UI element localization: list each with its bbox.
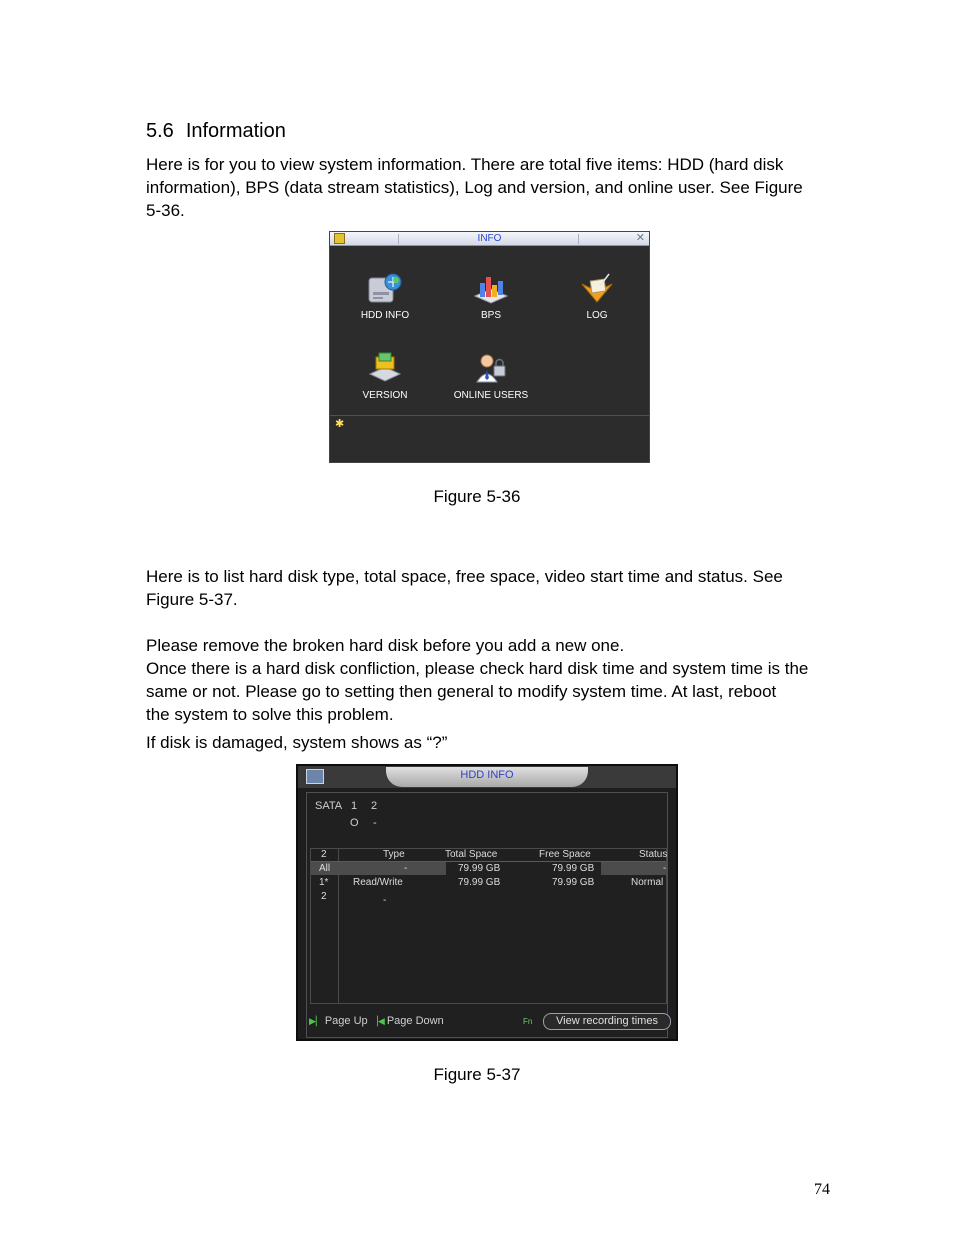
- menu-item-bps[interactable]: BPS: [446, 272, 536, 321]
- section-number: 5.6: [146, 120, 174, 142]
- header-type: Type: [383, 849, 405, 860]
- log-icon: [578, 272, 616, 306]
- hdd-info-icon: [366, 272, 404, 306]
- menu-item-version[interactable]: VERSION: [340, 352, 430, 401]
- page-up-button[interactable]: ▶▏ Page Up: [309, 1015, 368, 1027]
- figure-5-37-caption: Figure 5-37: [433, 1065, 521, 1084]
- page-down-icon: ▕◀: [371, 1016, 385, 1026]
- hdd-list-paragraph: Here is to list hard disk type, total space, free space, video start time and status. See Figure 5-37.: [146, 567, 783, 609]
- hdd-info-window: [296, 764, 678, 1041]
- header-status: Status: [639, 849, 668, 860]
- header-free-space: Free Space: [539, 849, 591, 860]
- menu-item-log[interactable]: LOG: [552, 272, 642, 321]
- menu-item-online-users[interactable]: ONLINE USERS: [446, 352, 536, 401]
- sata-port-1: 1: [351, 800, 358, 812]
- section-title: Information: [185, 120, 286, 142]
- hdd-panel: [306, 792, 668, 1038]
- hint-light-icon: ✱: [335, 418, 345, 430]
- hdd-footer: [307, 1010, 667, 1034]
- sata-status-1: O: [350, 817, 359, 829]
- header-total-space: Total Space: [445, 849, 498, 860]
- online-users-icon: [472, 352, 510, 386]
- sata-port-2: 2: [371, 800, 378, 812]
- bps-chart-icon: [472, 272, 510, 306]
- hdd-title-bar: [298, 766, 676, 788]
- intro-paragraph: Here is for you to view system information. There are total five items: HDD (hard disk information), BPS (data stream statistics), Log and version, and online user. See Figure 5-36.: [146, 155, 803, 220]
- remove-paragraph: Please remove the broken hard disk before you add a new one.: [146, 636, 625, 655]
- damaged-paragraph: If disk is damaged, system shows as “?”: [146, 733, 448, 752]
- sata-label: SATA: [315, 800, 343, 812]
- view-recording-times-button[interactable]: View recording times: [543, 1013, 671, 1030]
- menu-item-hdd-info[interactable]: HDD INFO: [340, 272, 430, 321]
- info-title-bar: [330, 232, 649, 246]
- sata-status-2: -: [373, 817, 377, 829]
- conflict-paragraph: Once there is a hard disk confliction, please check hard disk time and system time is the same or not. Please go to setting then general to modify system time. At last, reboot the system to solve this problem.: [146, 659, 809, 724]
- version-icon: [366, 352, 404, 386]
- disk-count: 2: [321, 849, 327, 860]
- figure-5-36-caption: Figure 5-36: [433, 487, 521, 506]
- page-down-button[interactable]: ▕◀ Page Down: [371, 1015, 444, 1027]
- close-icon[interactable]: ✕: [635, 232, 645, 244]
- info-window: [329, 231, 650, 463]
- hdd-window-title: HDD INFO: [460, 769, 514, 781]
- page-up-icon: ▶▏: [309, 1016, 323, 1026]
- page-number: 74: [814, 1181, 830, 1198]
- hdd-table: 2 Type Total Space Free Space Status All - 79.99 GB 79.99 GB - 1* Read/Write 79.99 GB 79.99 GB Normal 2 -: [310, 848, 667, 1004]
- section-heading: [146, 120, 286, 143]
- fn-key-icon: Fn: [523, 1017, 533, 1026]
- info-window-title: INFO: [477, 233, 502, 244]
